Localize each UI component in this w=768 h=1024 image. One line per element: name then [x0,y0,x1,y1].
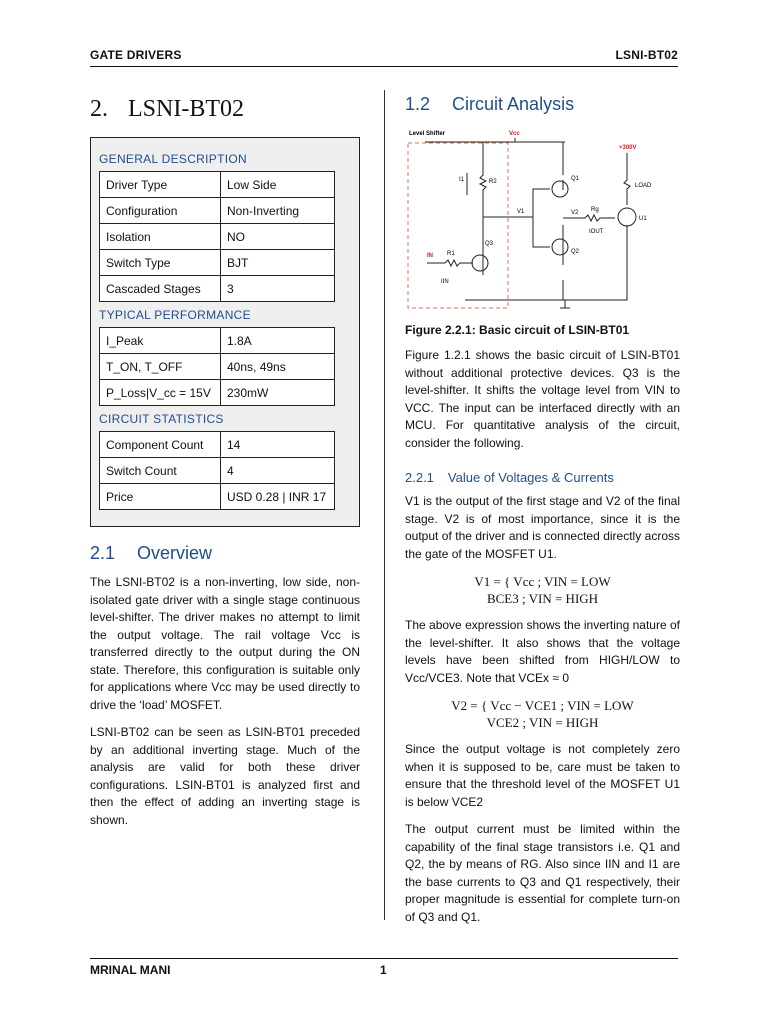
v1-node [483,189,550,247]
label-q3: Q3 [485,241,494,247]
label-rg: Rg [591,207,599,213]
right-column [405,92,680,936]
table-key: I_Peak [100,328,221,354]
header-rule [90,66,678,67]
table-row [100,250,335,276]
u1-mosfet [618,208,636,226]
title-text: LSNI-BT02 [128,96,244,122]
table-value: 40ns, 49ns [221,354,335,380]
footer-author: MRINAL MANI [90,963,171,977]
label-load: LOAD [635,183,652,189]
table-row [100,484,335,510]
circuit-diagram [405,125,675,315]
label-300v: +300V [619,145,637,151]
header-right: LSNI-BT02 [615,48,678,62]
equation-v2 [405,697,680,731]
table-value: Non-Inverting [221,198,335,224]
table-row [100,458,335,484]
table-key: T_ON, T_OFF [100,354,221,380]
table-value: Low Side [221,172,335,198]
label-r2: R2 [489,179,497,185]
overview-heading [90,543,360,564]
circuit-analysis-paragraph: Figure 1.2.1 shows the basic circuit of LSIN-BT01 without additional protective devices. Q3 is the level-shifter. It shifts the voltage level from VIN to VCC. The input can be interfaced directly with an MCU. For quantitative analysis of the circuit, consider the following. [405,348,680,450]
table-value: 3 [221,276,335,302]
label-r1: R1 [447,251,455,257]
typical-performance-heading: TYPICAL PERFORMANCE [99,308,251,322]
label-v1: V1 [517,209,525,215]
table-value: 4 [221,458,335,484]
table-value: NO [221,224,335,250]
equation-v1-line-2: BCE3 ; VIN = HIGH [486,591,599,606]
table-key: Driver Type [100,172,221,198]
table-value: 230mW [221,380,335,406]
circuit-statistics-table [99,431,335,510]
table-row [100,432,335,458]
table-value: USD 0.28 | INR 17 [221,484,335,510]
table-key: Cascaded Stages [100,276,221,302]
table-key: P_Loss|V_cc = 15V [100,380,221,406]
table-key: Price [100,484,221,510]
table-key: Configuration [100,198,221,224]
running-footer [90,963,678,977]
table-key: Switch Count [100,458,221,484]
table-row [100,380,335,406]
table-row [100,328,335,354]
table-key: Switch Type [100,250,221,276]
label-i1: I1 [459,177,465,183]
label-u1: U1 [639,216,647,222]
vcc-rail [425,138,565,142]
load-branch [465,153,630,300]
general-description-heading: GENERAL DESCRIPTION [99,152,247,166]
page-number: 1 [380,963,387,977]
label-iout: IOUT [589,229,604,235]
column-divider [384,90,385,920]
circuit-analysis-heading [405,94,680,115]
label-iin: IIN [441,279,449,285]
table-value: 1.8A [221,328,335,354]
typical-performance-table [99,327,335,406]
footer-rule [90,958,678,959]
label-q1: Q1 [571,176,580,182]
spec-box [90,137,360,527]
voltages-paragraph-1: V1 is the output of the first stage and V2 of the final stage. V2 is of most importance, since it is the output of the driver and is connected directly across the gate of the MOSFET U1. [405,494,680,561]
table-value: BJT [221,250,335,276]
q1-transistor [552,181,568,197]
q2-transistor [552,239,568,255]
equation-v1-line-1: V1 = { Vcc ; VIN = LOW [474,574,611,589]
overview-title: Overview [137,543,213,563]
voltages-heading [405,470,680,485]
title-number: 2. [90,96,108,122]
table-row [100,198,335,224]
ground-symbol [560,300,570,308]
figure-caption: Figure 2.2.1: Basic circuit of LSIN-BT01 [405,323,630,337]
label-q2: Q2 [571,249,580,255]
running-header [90,48,678,62]
q3-transistor [472,255,488,271]
voltages-paragraph-3: Since the output voltage is not completely zero when it is supposed to be, care must be taken to ensure that the threshold level of the MOSFET U1 is below VCE2 [405,742,680,809]
table-row [100,276,335,302]
table-row [100,224,335,250]
header-left: GATE DRIVERS [90,48,182,62]
voltages-paragraph-2: The above expression shows the inverting nature of the level-shifter. It also shows that the voltage levels have been shifted from HIGH/LOW to Vcc/VCE3. Note that VCEx ≈ 0 [405,618,680,685]
label-vcc: Vcc [509,131,520,137]
overview-paragraph-1: The LSNI-BT02 is a non-inverting, low side, non-isolated gate driver with a single stage continuous level-shifter. The driver makes no attempt to limit the output voltage. The rail voltage Vcc is transferred directly to the output during the ON state. Therefore, this configuration is suitable only for applications where Vcc may be used directly to drive the ‘load’ MOSFET. [90,575,360,712]
equation-v2-line-1: V2 = { Vcc − VCE1 ; VIN = LOW [451,698,634,713]
page-title [90,96,360,123]
table-row [100,172,335,198]
voltages-title: Value of Voltages & Currents [447,470,614,485]
left-column [90,92,360,839]
circuit-analysis-number: 1.2 [405,94,431,114]
label-v2: V2 [571,210,579,216]
voltages-number: 2.2.1 [405,470,434,485]
circuit-analysis-title: Circuit Analysis [452,94,575,114]
level-shifter-box [408,143,508,308]
label-level-shifter: Level Shifter [409,131,446,137]
equation-v1 [405,573,680,607]
table-row [100,354,335,380]
overview-paragraph-2: LSNI-BT02 can be seen as LSIN-BT01 preceded by an additional inverting stage. Much of the analysis are valid for both these driver configurations. LSIN-BT01 is analyzed first and then the effect of adding an inverting stage is shown. [90,725,360,827]
table-value: 14 [221,432,335,458]
r1-resistor [427,260,473,266]
label-in: IN [427,253,433,259]
equation-v2-line-2: VCE2 ; VIN = HIGH [486,715,599,730]
table-key: Isolation [100,224,221,250]
general-description-table [99,171,335,302]
circuit-statistics-heading: CIRCUIT STATISTICS [99,412,224,426]
voltages-paragraph-4: The output current must be limited within the capability of the final stage transistors i.e. Q1 and Q2, the by means of RG. Also since IIN and I1 are the base currents to Q3 and Q1 respectively, their proper magnitude is essential for complete turn-on of Q3 and Q1. [405,822,680,924]
table-key: Component Count [100,432,221,458]
overview-number: 2.1 [90,543,116,563]
